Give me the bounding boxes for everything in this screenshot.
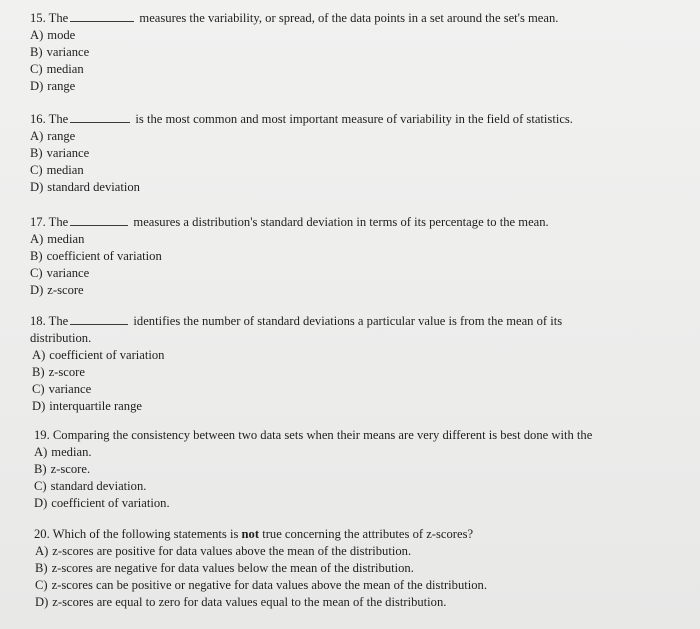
question-20-option-d: D) z-scores are equal to zero for data values equal to the mean of the distribution. bbox=[35, 595, 447, 609]
question-17-number: 17. The bbox=[30, 215, 69, 229]
question-18-stem-line2: distribution. bbox=[30, 331, 92, 345]
question-20-option-c: C) z-scores can be positive or negative for data values above the mean of the distribution. bbox=[35, 578, 487, 592]
question-19-option-a: A) median. bbox=[34, 445, 92, 459]
question-18-option-a: A) coefficient of variation bbox=[32, 348, 165, 362]
question-17 bbox=[30, 214, 690, 299]
question-18-blank bbox=[70, 313, 128, 325]
question-20-stem-before: 20. Which of the following statements is bbox=[34, 527, 239, 541]
question-16-stem-text: is the most common and most important measure of variability in the field of statistics. bbox=[135, 112, 573, 126]
question-19-option-d: D) coefficient of variation. bbox=[34, 496, 170, 510]
question-17-option-c: C) variance bbox=[30, 266, 90, 280]
question-15-option-a: A) mode bbox=[30, 28, 76, 42]
question-15-number: 15. The bbox=[30, 11, 69, 25]
question-18-options bbox=[30, 347, 690, 415]
question-17-stem bbox=[30, 214, 690, 231]
question-17-option-d: D) z-score bbox=[30, 283, 84, 297]
question-18 bbox=[30, 313, 690, 415]
question-20-stem bbox=[30, 526, 690, 543]
question-15-option-b: B) variance bbox=[30, 45, 90, 59]
question-17-option-b: B) coefficient of variation bbox=[30, 249, 162, 263]
question-18-option-c: C) variance bbox=[32, 382, 92, 396]
question-17-option-a: A) median bbox=[30, 232, 85, 246]
question-18-stem-text: identifies the number of standard deviations a particular value is from the mean of its bbox=[133, 314, 563, 328]
question-18-option-d: D) interquartile range bbox=[32, 399, 142, 413]
question-15-blank bbox=[70, 10, 134, 22]
question-20-stem-bold: not bbox=[241, 527, 260, 541]
question-20-option-b: B) z-scores are negative for data values below the mean of the distribution. bbox=[35, 561, 414, 575]
question-15-stem-text: measures the variability, or spread, of the data points in a set around the set's mean. bbox=[139, 11, 559, 25]
question-16-option-c: C) median bbox=[30, 163, 84, 177]
question-15 bbox=[30, 10, 690, 95]
question-20-option-a: A) z-scores are positive for data values above the mean of the distribution. bbox=[35, 544, 412, 558]
question-20-stem-after: true concerning the attributes of z-scores? bbox=[262, 527, 474, 541]
question-19-option-b: B) z-score. bbox=[34, 462, 91, 476]
question-19 bbox=[30, 427, 690, 512]
question-16-number: 16. The bbox=[30, 112, 69, 126]
question-15-option-d: D) range bbox=[30, 79, 76, 93]
question-16 bbox=[30, 111, 690, 196]
question-16-option-d: D) standard deviation bbox=[30, 180, 140, 194]
question-16-option-b: B) variance bbox=[30, 146, 90, 160]
question-19-stem: 19. Comparing the consistency between two data sets when their means are very different is best done with the bbox=[34, 428, 593, 442]
question-19-options bbox=[30, 444, 690, 512]
question-20 bbox=[30, 526, 690, 611]
question-18-option-b: B) z-score bbox=[32, 365, 85, 379]
question-16-stem bbox=[30, 111, 690, 128]
question-15-options bbox=[30, 27, 690, 95]
question-17-blank bbox=[70, 214, 128, 226]
question-16-blank bbox=[70, 111, 130, 123]
question-18-number: 18. The bbox=[30, 314, 69, 328]
question-20-options bbox=[30, 543, 690, 611]
question-15-option-c: C) median bbox=[30, 62, 84, 76]
question-19-option-c: C) standard deviation. bbox=[34, 479, 147, 493]
question-15-stem bbox=[30, 10, 690, 27]
question-17-options bbox=[30, 231, 690, 299]
question-16-option-a: A) range bbox=[30, 129, 76, 143]
question-17-stem-text: measures a distribution's standard deviation in terms of its percentage to the mean. bbox=[133, 215, 549, 229]
question-16-options bbox=[30, 128, 690, 196]
question-18-stem bbox=[30, 313, 690, 330]
